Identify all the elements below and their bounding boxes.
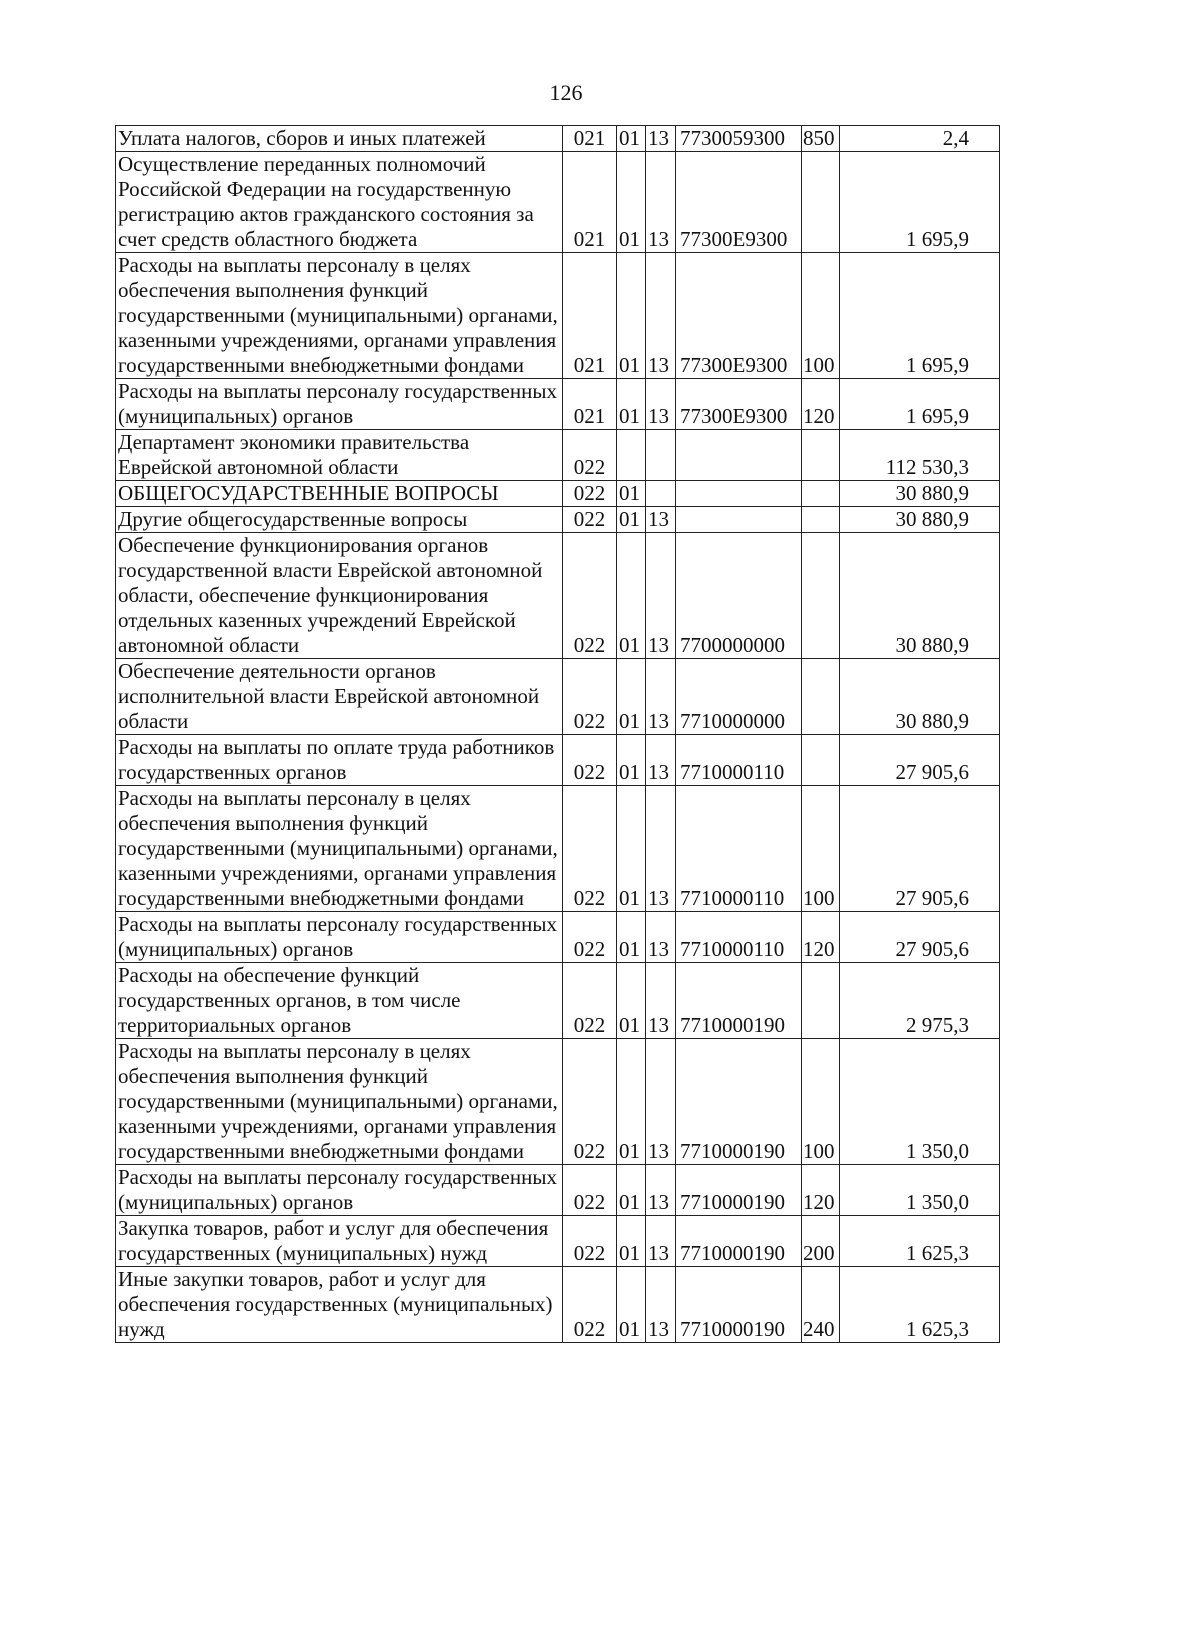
section-code-cell: 01 [617,481,646,507]
amount-cell: 27 905,6 [840,786,1000,912]
ministry-code-cell: 022 [563,507,617,533]
section-code-cell: 01 [617,1216,646,1267]
row-name-cell: ОБЩЕГОСУДАРСТВЕННЫЕ ВОПРОСЫ [116,481,563,507]
target-article-cell: 7710000110 [676,735,802,786]
target-article-cell: 7710000190 [676,1216,802,1267]
subsection-code-cell: 13 [646,786,676,912]
subsection-code-cell [646,481,676,507]
expense-type-cell: 120 [802,379,840,430]
row-name-cell: Обеспечение функционирования органов государственной власти Еврейской автономной области, обеспечение функционирования отдельных казенных учреждений Еврейской автономной области [116,533,563,659]
section-code-cell: 01 [617,152,646,253]
ministry-code-cell: 021 [563,126,617,152]
row-name-cell: Расходы на выплаты по оплате труда работников государственных органов [116,735,563,786]
subsection-code-cell: 13 [646,963,676,1039]
table-row [116,1267,1000,1343]
ministry-code-cell: 022 [563,1165,617,1216]
target-article-cell: 7710000190 [676,1267,802,1343]
expense-type-cell: 100 [802,1039,840,1165]
section-code-cell: 01 [617,126,646,152]
expense-type-cell: 850 [802,126,840,152]
row-name-cell: Другие общегосударственные вопросы [116,507,563,533]
subsection-code-cell: 13 [646,659,676,735]
target-article-cell [676,430,802,481]
expense-type-cell [802,152,840,253]
row-name-cell: Расходы на обеспечение функций государственных органов, в том числе территориальных органов [116,963,563,1039]
ministry-code-cell: 022 [563,963,617,1039]
table-row [116,533,1000,659]
table-row [116,659,1000,735]
table-row [116,1165,1000,1216]
section-code-cell: 01 [617,912,646,963]
ministry-code-cell: 022 [563,1267,617,1343]
subsection-code-cell: 13 [646,1039,676,1165]
amount-cell: 27 905,6 [840,912,1000,963]
section-code-cell: 01 [617,1267,646,1343]
row-name-cell: Расходы на выплаты персоналу в целях обеспечения выполнения функций государственными (муниципальными) органами, казенными учреждениями, органами управления государственными внебюджетными фондами [116,786,563,912]
ministry-code-cell: 022 [563,533,617,659]
row-name-cell: Расходы на выплаты персоналу государственных (муниципальных) органов [116,379,563,430]
amount-cell: 1 625,3 [840,1216,1000,1267]
subsection-code-cell: 13 [646,533,676,659]
section-code-cell: 01 [617,735,646,786]
amount-cell: 1 695,9 [840,152,1000,253]
table-row [116,253,1000,379]
subsection-code-cell: 13 [646,1165,676,1216]
expense-type-cell [802,430,840,481]
target-article-cell: 77300E9300 [676,152,802,253]
table-row [116,152,1000,253]
target-article-cell: 77300E9300 [676,253,802,379]
ministry-code-cell: 022 [563,430,617,481]
amount-cell: 1 350,0 [840,1039,1000,1165]
subsection-code-cell [646,430,676,481]
subsection-code-cell: 13 [646,1216,676,1267]
section-code-cell: 01 [617,533,646,659]
table-row [116,735,1000,786]
table-row [116,126,1000,152]
row-name-cell: Иные закупки товаров, работ и услуг для обеспечения государственных (муниципальных) нужд [116,1267,563,1343]
expense-type-cell [802,963,840,1039]
row-name-cell: Уплата налогов, сборов и иных платежей [116,126,563,152]
subsection-code-cell: 13 [646,379,676,430]
table-row [116,507,1000,533]
target-article-cell: 7710000190 [676,963,802,1039]
section-code-cell: 01 [617,379,646,430]
subsection-code-cell: 13 [646,735,676,786]
row-name-cell: Закупка товаров, работ и услуг для обеспечения государственных (муниципальных) нужд [116,1216,563,1267]
ministry-code-cell: 021 [563,152,617,253]
section-code-cell: 01 [617,786,646,912]
expense-type-cell [802,735,840,786]
subsection-code-cell: 13 [646,912,676,963]
expense-type-cell: 240 [802,1267,840,1343]
target-article-cell [676,507,802,533]
section-code-cell: 01 [617,1039,646,1165]
ministry-code-cell: 022 [563,786,617,912]
table-row [116,379,1000,430]
amount-cell: 30 880,9 [840,659,1000,735]
table-row [116,430,1000,481]
ministry-code-cell: 022 [563,912,617,963]
expense-type-cell [802,659,840,735]
ministry-code-cell: 022 [563,735,617,786]
amount-cell: 30 880,9 [840,481,1000,507]
ministry-code-cell: 022 [563,481,617,507]
section-code-cell: 01 [617,963,646,1039]
amount-cell: 2 975,3 [840,963,1000,1039]
ministry-code-cell: 021 [563,253,617,379]
subsection-code-cell: 13 [646,1267,676,1343]
expense-type-cell: 200 [802,1216,840,1267]
section-code-cell: 01 [617,253,646,379]
row-name-cell: Осуществление переданных полномочий Российской Федерации на государственную регистрацию актов гражданского состояния за счет средств областного бюджета [116,152,563,253]
amount-cell: 27 905,6 [840,735,1000,786]
row-name-cell: Расходы на выплаты персоналу в целях обеспечения выполнения функций государственными (муниципальными) органами, казенными учреждениями, органами управления государственными внебюджетными фондами [116,253,563,379]
table-body [116,126,1000,1343]
expense-type-cell: 120 [802,912,840,963]
target-article-cell: 7710000000 [676,659,802,735]
amount-cell: 112 530,3 [840,430,1000,481]
budget-table [115,125,1000,1343]
ministry-code-cell: 022 [563,1216,617,1267]
section-code-cell: 01 [617,507,646,533]
amount-cell: 30 880,9 [840,507,1000,533]
page-number: 126 [549,80,583,105]
subsection-code-cell: 13 [646,507,676,533]
ministry-code-cell: 022 [563,659,617,735]
table-row [116,1039,1000,1165]
target-article-cell: 7710000110 [676,912,802,963]
target-article-cell: 7710000190 [676,1165,802,1216]
target-article-cell: 7710000190 [676,1039,802,1165]
table-row [116,912,1000,963]
amount-cell: 1 695,9 [840,253,1000,379]
target-article-cell [676,481,802,507]
row-name-cell: Расходы на выплаты персоналу государственных (муниципальных) органов [116,912,563,963]
expense-type-cell: 120 [802,1165,840,1216]
subsection-code-cell: 13 [646,152,676,253]
expense-type-cell [802,507,840,533]
subsection-code-cell: 13 [646,253,676,379]
target-article-cell: 77300E9300 [676,379,802,430]
ministry-code-cell: 021 [563,379,617,430]
amount-cell: 1 350,0 [840,1165,1000,1216]
section-code-cell: 01 [617,1165,646,1216]
target-article-cell: 7710000110 [676,786,802,912]
section-code-cell: 01 [617,659,646,735]
target-article-cell: 7730059300 [676,126,802,152]
row-name-cell: Расходы на выплаты персоналу в целях обеспечения выполнения функций государственными (муниципальными) органами, казенными учреждениями, органами управления государственными внебюджетными фондами [116,1039,563,1165]
amount-cell: 1 695,9 [840,379,1000,430]
row-name-cell: Расходы на выплаты персоналу государственных (муниципальных) органов [116,1165,563,1216]
expense-type-cell [802,533,840,659]
section-code-cell [617,430,646,481]
row-name-cell: Департамент экономики правительства Еврейской автономной области [116,430,563,481]
expense-type-cell [802,481,840,507]
ministry-code-cell: 022 [563,1039,617,1165]
amount-cell: 30 880,9 [840,533,1000,659]
target-article-cell: 7700000000 [676,533,802,659]
amount-cell: 1 625,3 [840,1267,1000,1343]
expense-type-cell: 100 [802,786,840,912]
table-row [116,481,1000,507]
table-row [116,963,1000,1039]
row-name-cell: Обеспечение деятельности органов исполнительной власти Еврейской автономной области [116,659,563,735]
subsection-code-cell: 13 [646,126,676,152]
table-row [116,1216,1000,1267]
table-row [116,786,1000,912]
expense-type-cell: 100 [802,253,840,379]
amount-cell: 2,4 [840,126,1000,152]
